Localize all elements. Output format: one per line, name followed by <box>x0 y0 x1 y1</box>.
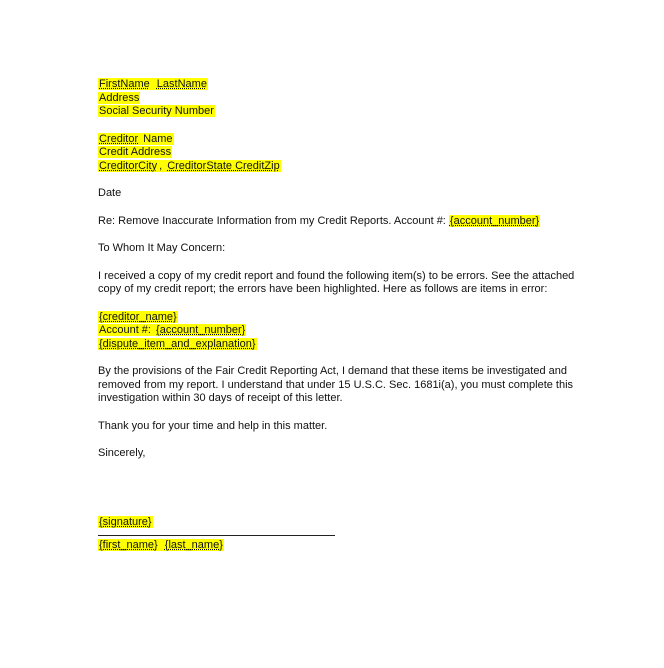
dispute-account-placeholder: {account_number} <box>156 324 246 336</box>
dispute-creditor-line <box>98 311 578 325</box>
signature-placeholder: {signature} <box>99 515 152 528</box>
dispute-creditor-placeholder: {creditor_name} <box>99 310 177 323</box>
dispute-account-line <box>98 324 578 338</box>
signature-rule <box>98 535 335 536</box>
printed-name-line <box>98 539 578 553</box>
signature-line <box>98 516 578 530</box>
creditor-name-line <box>98 133 578 147</box>
dispute-explanation-placeholder: {dispute_item_and_explanation} <box>99 337 256 350</box>
sender-name-line <box>98 78 578 92</box>
creditor-city: CreditorCity <box>99 159 158 172</box>
paragraph-intro: I received a copy of my credit report and found the following item(s) to be errors. See the attached copy of my credit report; the errors have been highlighted. Here as follows are items in error: <box>98 269 575 295</box>
printed-first-name: {first_name} <box>99 539 158 551</box>
sender-ssn: Social Security Number <box>99 105 214 117</box>
re-line <box>98 215 578 229</box>
letter-body <box>98 78 578 553</box>
creditor-state-zip: CreditorState CreditZip <box>167 159 280 172</box>
sender-address: Address <box>99 91 140 104</box>
date-label: Date <box>98 187 122 199</box>
dispute-explanation-line <box>98 338 578 352</box>
creditor-address: Credit Address <box>99 146 172 158</box>
re-account-placeholder: {account_number} <box>449 214 540 227</box>
printed-last-name: {last_name} <box>164 539 223 551</box>
creditor-block <box>98 133 578 174</box>
sender-address-line <box>98 92 578 106</box>
creditor-name-prefix: Creditor <box>99 132 139 145</box>
creditor-address-line <box>98 146 578 160</box>
creditor-city-line: CreditorCity , CreditorState CreditZip <box>99 159 280 172</box>
salutation: To Whom It May Concern: <box>98 242 226 254</box>
paragraph-demand: By the provisions of the Fair Credit Reporting Act, I demand that these items be investigated and removed from my report. I understand that under 15 U.S.C. Sec. 1681i(a), you must complete this investigation within 30 days of receipt of this letter. <box>98 365 574 404</box>
sender-block <box>98 78 578 119</box>
sender-last-name: LastName <box>156 78 207 90</box>
creditor-name-suffix: Name <box>140 132 173 145</box>
re-line-text: Re: Remove Inaccurate Information from my Credit Reports. Account #: <box>98 214 449 227</box>
sender-first-name: FirstName <box>99 78 150 90</box>
sender-ssn-line <box>98 105 578 119</box>
paragraph-thanks: Thank you for your time and help in this matter. <box>98 419 328 432</box>
dispute-account-label: Account #: <box>99 324 155 336</box>
closing: Sincerely, <box>98 447 146 459</box>
dispute-block <box>98 311 578 352</box>
